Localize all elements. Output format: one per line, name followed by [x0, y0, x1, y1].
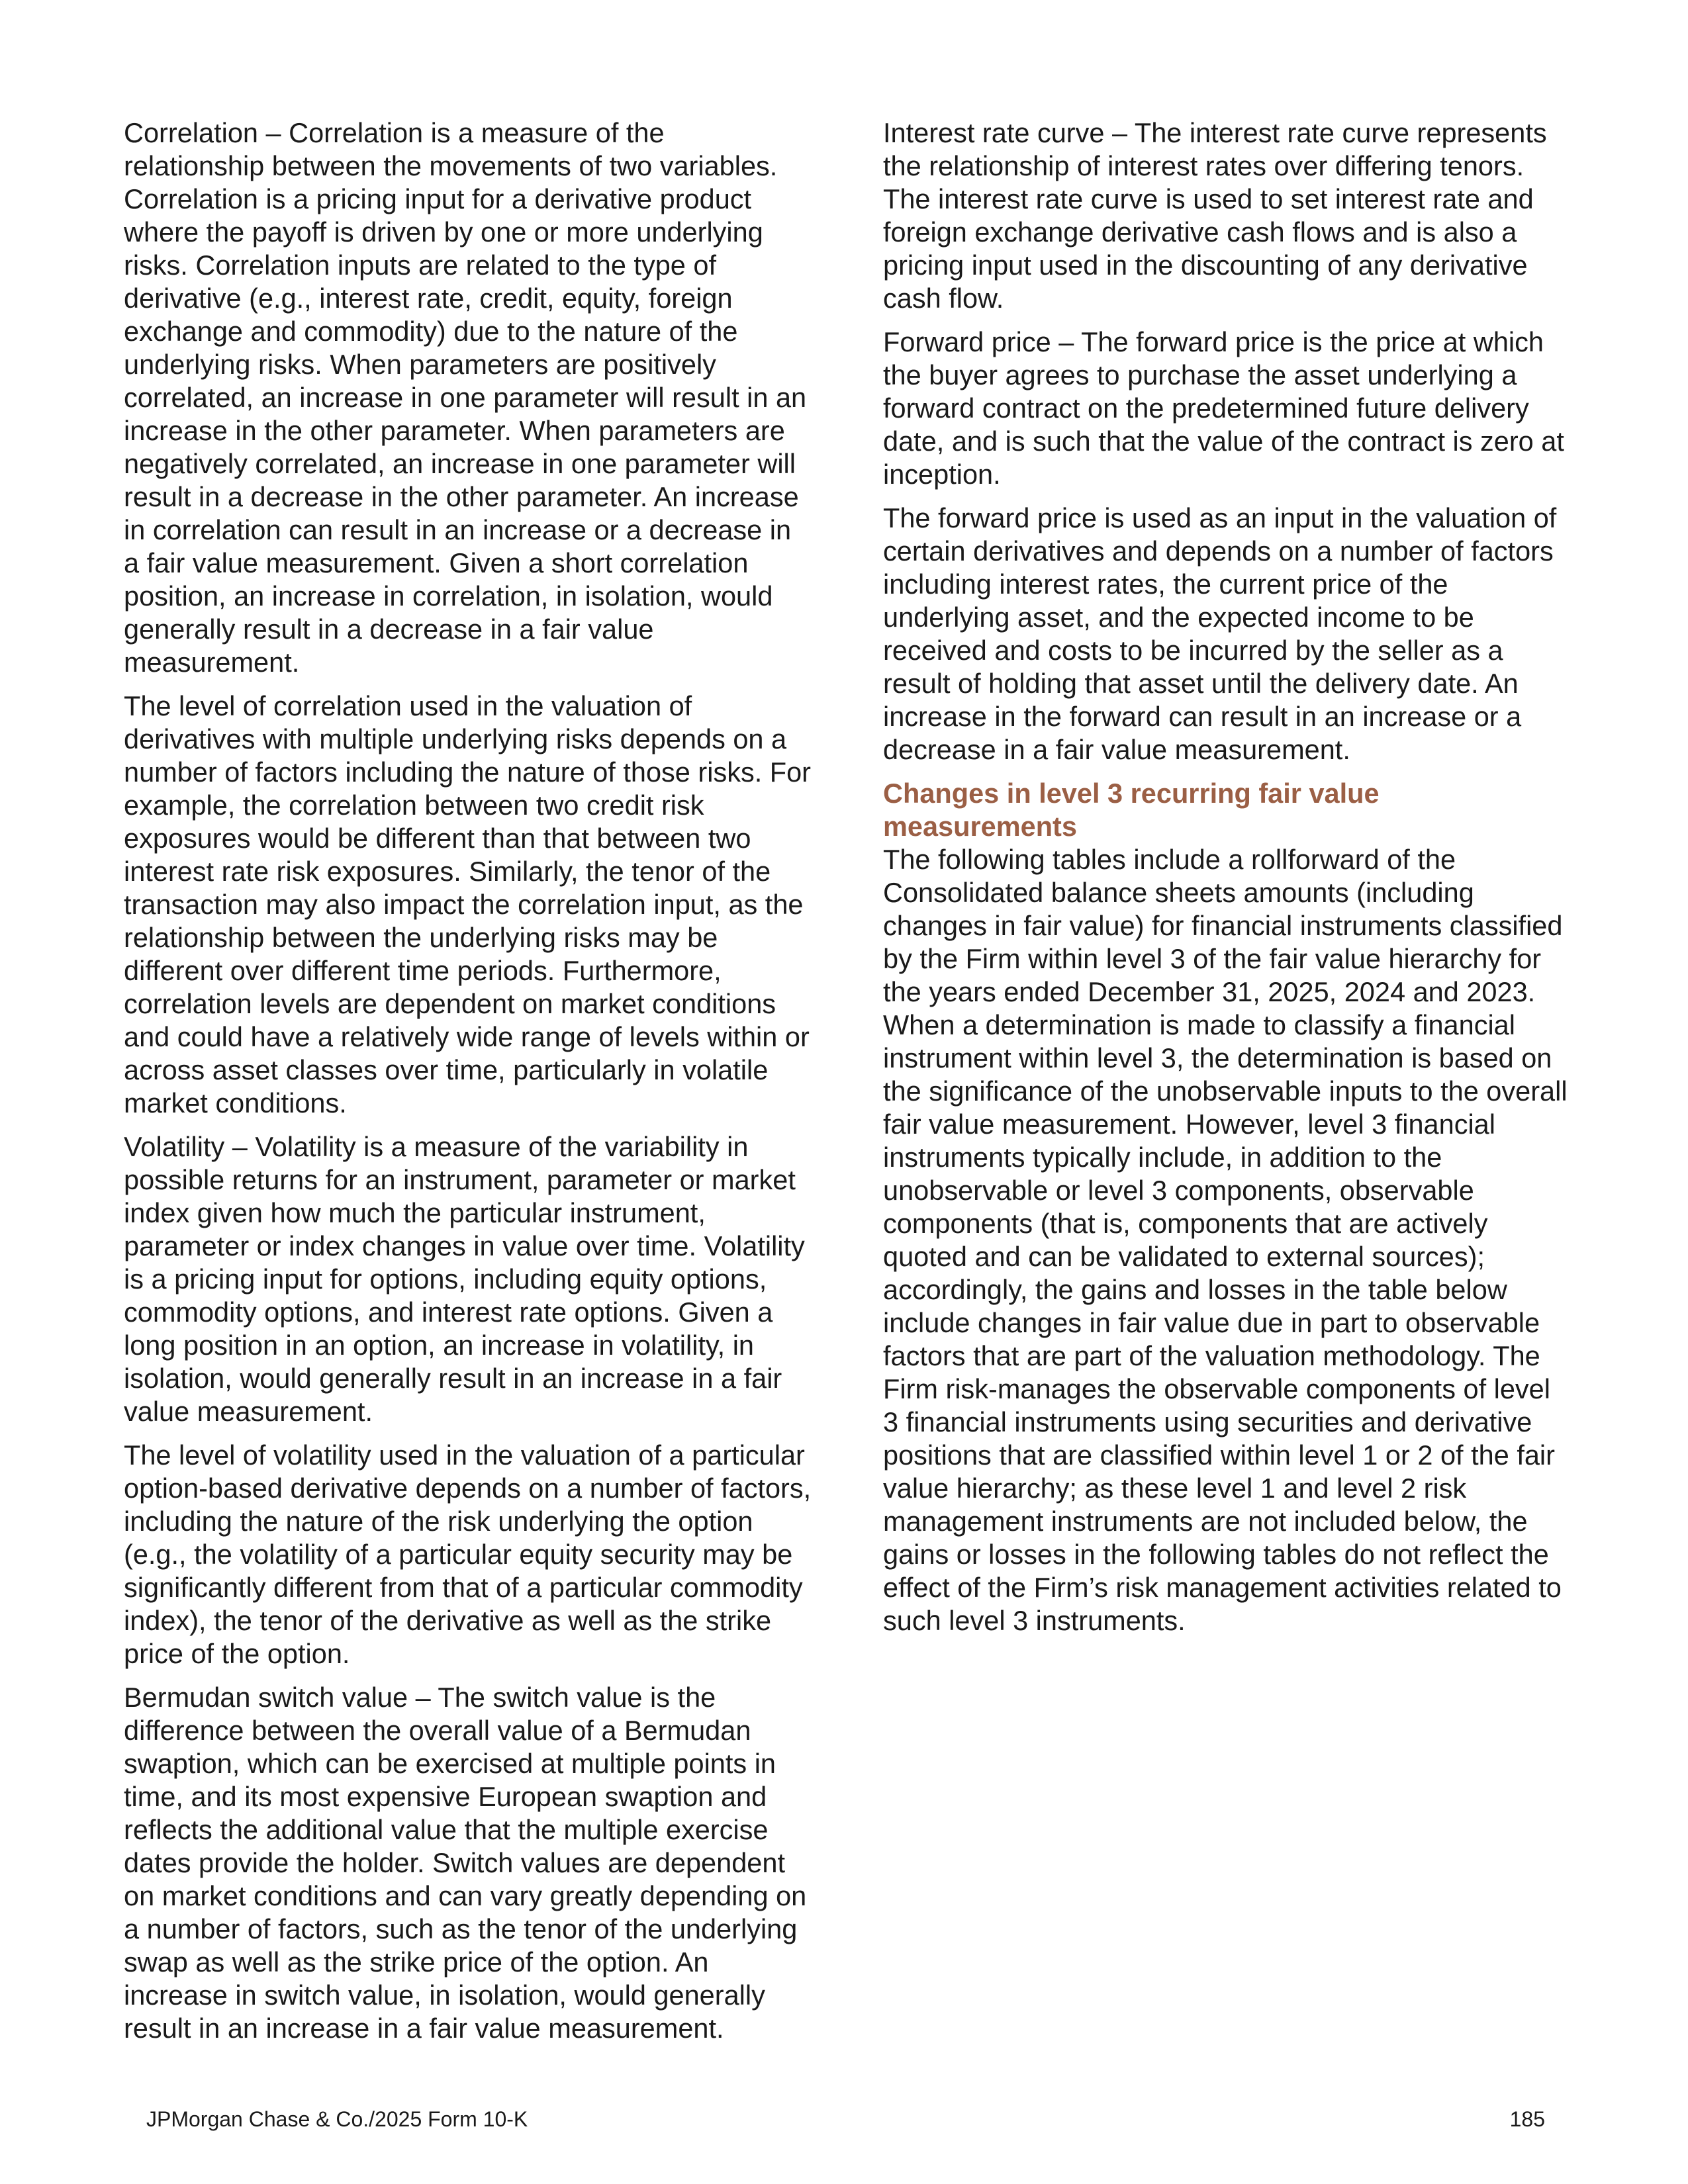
footer-page-number: 185: [1509, 2107, 1545, 2131]
paragraph-bermudan-switch-value: Bermudan switch value – The switch value is the difference between the overall value of a Bermudan swaption, which can be exercised at multiple points in time, and its most expensive European swaption and reflects the additional value that the multiple exercise dates provide the holder. Switch values are dependent on market conditions and can vary greatly depending on a number of factors, such as the tenor of the underlying swap as well as the strike price of the option. An increase in switch value, in isolation, would generally result in an increase in a fair value measurement.: [124, 1682, 807, 2044]
paragraph-correlation-level: The level of correlation used in the valuation of derivatives with multiple underlying risks depends on a number of factors including the nature of those risks. For example, the correlation between two credit risk exposures would be different than that between two interest rate risk exposures. Similarly, the tenor of the transaction may also impact the correlation input, as the relationship between the underlying risks may be different over different time periods. Furthermore, correlation levels are dependent on market conditions and could have a relatively wide range of levels within or across asset classes over time, particularly in volatile market conditions.: [124, 690, 812, 1118]
paragraph-forward-price: Forward price – The forward price is the price at which the buyer agrees to purchase the asset underlying a forward contract on the predetermined future delivery date, and is such that the value of the contract is zero at inception.: [883, 326, 1564, 490]
paragraph-forward-price-usage: The forward price is used as an input in the valuation of certain derivatives and depends on a number of factors including interest rates, the current price of the underlying asset, and the expected income to be received and costs to be incurred by the seller as a result of holding that asset until the delivery date. An increase in the forward can result in an increase or a decrease in a fair value measurement.: [883, 502, 1557, 765]
paragraph-volatility: Volatility – Volatility is a measure of the variability in possible returns for an instrument, parameter or market index given how much the particular instrument, parameter or index changes in value over time. Volatility is a pricing input for options, including equity options, commodity options, and interest rate options. Given a long position in an option, an increase in volatility, in isolation, would generally result in an increase in a fair value measurement.: [124, 1131, 805, 1427]
paragraph-interest-rate-curve: Interest rate curve – The interest rate curve represents the relationship of interest rates over differing tenors. The interest rate curve is used to set interest rate and foreign exchange derivative cash flows and is also a pricing input used in the discounting of any derivative cash flow.: [883, 117, 1547, 314]
paragraph-correlation: Correlation – Correlation is a measure of the relationship between the movements of two variables. Correlation is a pricing input for a derivative product where the payoff is driven by one or more underlying risks. Correlation inputs are related to the type of derivative (e.g., interest rate, credit, equity, foreign exchange and commodity) due to the nature of the underlying risks. When parameters are positively correlated, an increase in one parameter will result in an increase in the other parameter. When parameters are negatively correlated, an increase in one parameter will result in a decrease in the other parameter. An increase in correlation can result in an increase or a decrease in a fair value measurement. Given a short correlation position, an increase in correlation, in isolation, would generally result in a decrease in a fair value measurement.: [124, 117, 807, 678]
paragraph-volatility-level: The level of volatility used in the valuation of a particular option-based derivative depends on a number of factors, including the nature of the risk underlying the option (e.g., the volatility of a particular equity security may be significantly different from that of a particular commodity index), the tenor of the derivative as well as the strike price of the option.: [124, 1439, 812, 1669]
footer-publication: JPMorgan Chase & Co./2025 Form 10-K: [146, 2107, 528, 2131]
left-column: [124, 116, 812, 2056]
paragraph-level3-rollforward: The following tables include a rollforward of the Consolidated balance sheets amounts (including changes in fair value) for financial instruments classified by the Firm within level 3 of the fair value hierarchy for the years ended December 31, 2025, 2024 and 2023. When a determination is made to classify a financial instrument within level 3, the determination is based on the significance of the unobservable inputs to the overall fair value measurement. However, level 3 financial instruments typically include, in addition to the unobservable or level 3 components, observable components (that is, components that are actively quoted and can be validated to external sources); accordingly, the gains and losses in the table below include changes in fair value due in part to observable factors that are part of the valuation methodology. The Firm risk-manages the observable components of level 3 financial instruments using securities and derivative positions that are classified within level 1 or 2 of the fair value hierarchy; as these level 1 and level 2 risk management instruments are not included below, the gains or losses in the following tables do not reflect the effect of the Firm’s risk management activities related to such level 3 instruments.: [883, 844, 1568, 1636]
right-column: [883, 116, 1571, 1648]
section-heading-level3-changes: Changes in level 3 recurring fair value measurements: [883, 778, 1380, 842]
